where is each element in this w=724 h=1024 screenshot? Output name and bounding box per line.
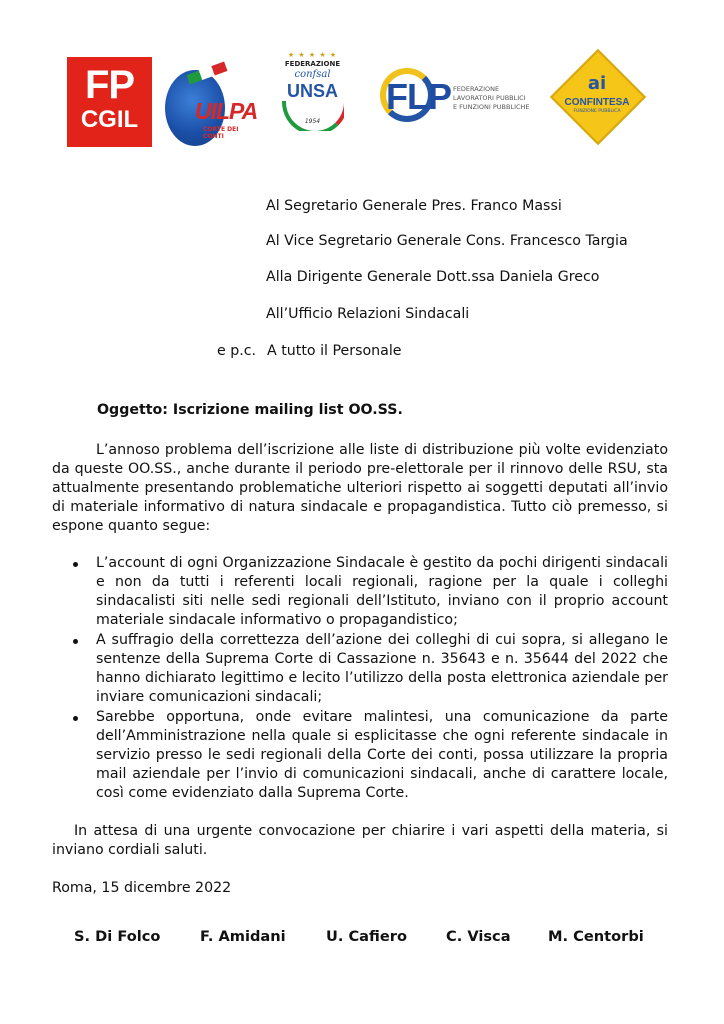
uilpa-logo-name: UILPA — [195, 98, 258, 124]
laurel-arc-icon — [282, 101, 344, 131]
fp-cgil-logo-line2: CGIL — [80, 106, 139, 133]
signature: S. Di Folco — [74, 928, 161, 945]
cc-label: e p.c. — [217, 343, 257, 359]
signature: U. Cafiero — [326, 928, 407, 945]
bullet-list — [52, 554, 668, 804]
flp-description-line: E FUNZIONI PUBBLICHE — [453, 103, 530, 111]
addressee-line: All’Ufficio Relazioni Sindacali — [266, 306, 470, 322]
confintesa-logo — [552, 53, 642, 143]
bullet-icon — [73, 562, 78, 567]
flp-logo — [380, 64, 545, 136]
stars-icon: ★ ★ ★ ★ ★ — [287, 51, 338, 59]
uilpa-logo — [165, 68, 258, 148]
list-item — [52, 631, 668, 707]
uilpa-logo-subtitle: CORTE DEI CONTI — [203, 126, 239, 140]
confintesa-logo-name: CONFINTESA — [564, 97, 630, 108]
flp-logo-name: FLP — [386, 76, 451, 117]
unsa-logo-top: FEDERAZIONE — [284, 60, 341, 68]
unsa-logo-name: UNSA — [286, 81, 338, 101]
intro-paragraph: L’annoso problema dell’iscrizione alle liste di distribuzione più volte evidenziato da queste OO.SS., anche durante il periodo pre-elettorale per il rinnovo delle RSU, sta attualmente presentando problematiche ulteriori rispetto ai soggetti deputati all’invio di materiale informativo di natura sindacale e propagandistica. Tutto ciò premesso, si espone quanto segue: — [52, 442, 668, 534]
signatures-row — [0, 928, 724, 952]
unsa-logo — [270, 50, 355, 150]
flp-description-line: LAVORATORI PUBBLICI — [453, 94, 526, 102]
signature: C. Visca — [446, 928, 511, 945]
flp-description-line: FEDERAZIONE — [453, 85, 500, 93]
date-line: Roma, 15 dicembre 2022 — [52, 880, 232, 896]
addressee-line: Alla Dirigente Generale Dott.ssa Daniela Greco — [266, 269, 600, 285]
bullet-icon — [73, 716, 78, 721]
cc-line — [217, 343, 402, 359]
unsa-logo-middle: confsal — [294, 69, 331, 80]
unsa-logo-year: 1954 — [304, 118, 321, 125]
closing-paragraph: In attesa di una urgente convocazione per chiarire i vari aspetti della materia, si inviano cordiali saluti. — [52, 823, 668, 858]
addressee-line: Al Vice Segretario Generale Cons. Francesco Targia — [266, 233, 628, 249]
signature: F. Amidani — [200, 928, 286, 945]
confintesa-logo-subtitle: FUNZIONE PUBBLICA — [573, 109, 621, 114]
list-item-text: Sarebbe opportuna, onde evitare malintesi, una comunicazione da parte dell’Amministrazione nella quale si esplicitasse che ogni referente sindacale in servizio presso le sedi regionali della Corte dei conti, possa utilizzare la propria mail aziendale per l’invio di comunicazioni sindacali, anche di carattere locale, così come evidenziato dalla Suprema Corte. — [96, 709, 668, 801]
list-item-text: A suffragio della correttezza dell’azione dei colleghi di cui sopra, si allegano le sentenze della Suprema Corte di Cassazione n. 35643 e n. 35644 del 2022 che hanno dichiarato legittimo e lecito l’utilizzo della posta elettronica aziendale per inviare comunicazioni sindacali; — [96, 632, 668, 705]
list-item — [52, 708, 668, 803]
bullet-icon — [73, 639, 78, 644]
addressee-line: Al Segretario Generale Pres. Franco Massi — [266, 198, 562, 214]
flp-logo-description — [453, 85, 548, 112]
list-item-text: L’account di ogni Organizzazione Sindacale è gestito da pochi dirigenti sindacali e non da tutti i referenti locali regionali, ragione per la quale i colleghi sindacalisti siti nelle sedi regionali dell’Istituto, inviano con il proprio account materiale sindacale informativo o propagandistico; — [96, 555, 668, 628]
subject-line: Oggetto: Iscrizione mailing list OO.SS. — [97, 402, 403, 418]
logos-header — [0, 50, 724, 150]
confintesa-logo-mark: ai — [587, 73, 607, 94]
list-item — [52, 554, 668, 630]
cc-recipient: A tutto il Personale — [267, 343, 402, 359]
signature: M. Centorbi — [548, 928, 644, 945]
fp-cgil-logo — [67, 57, 152, 147]
fp-cgil-logo-line1: FP — [84, 63, 135, 107]
